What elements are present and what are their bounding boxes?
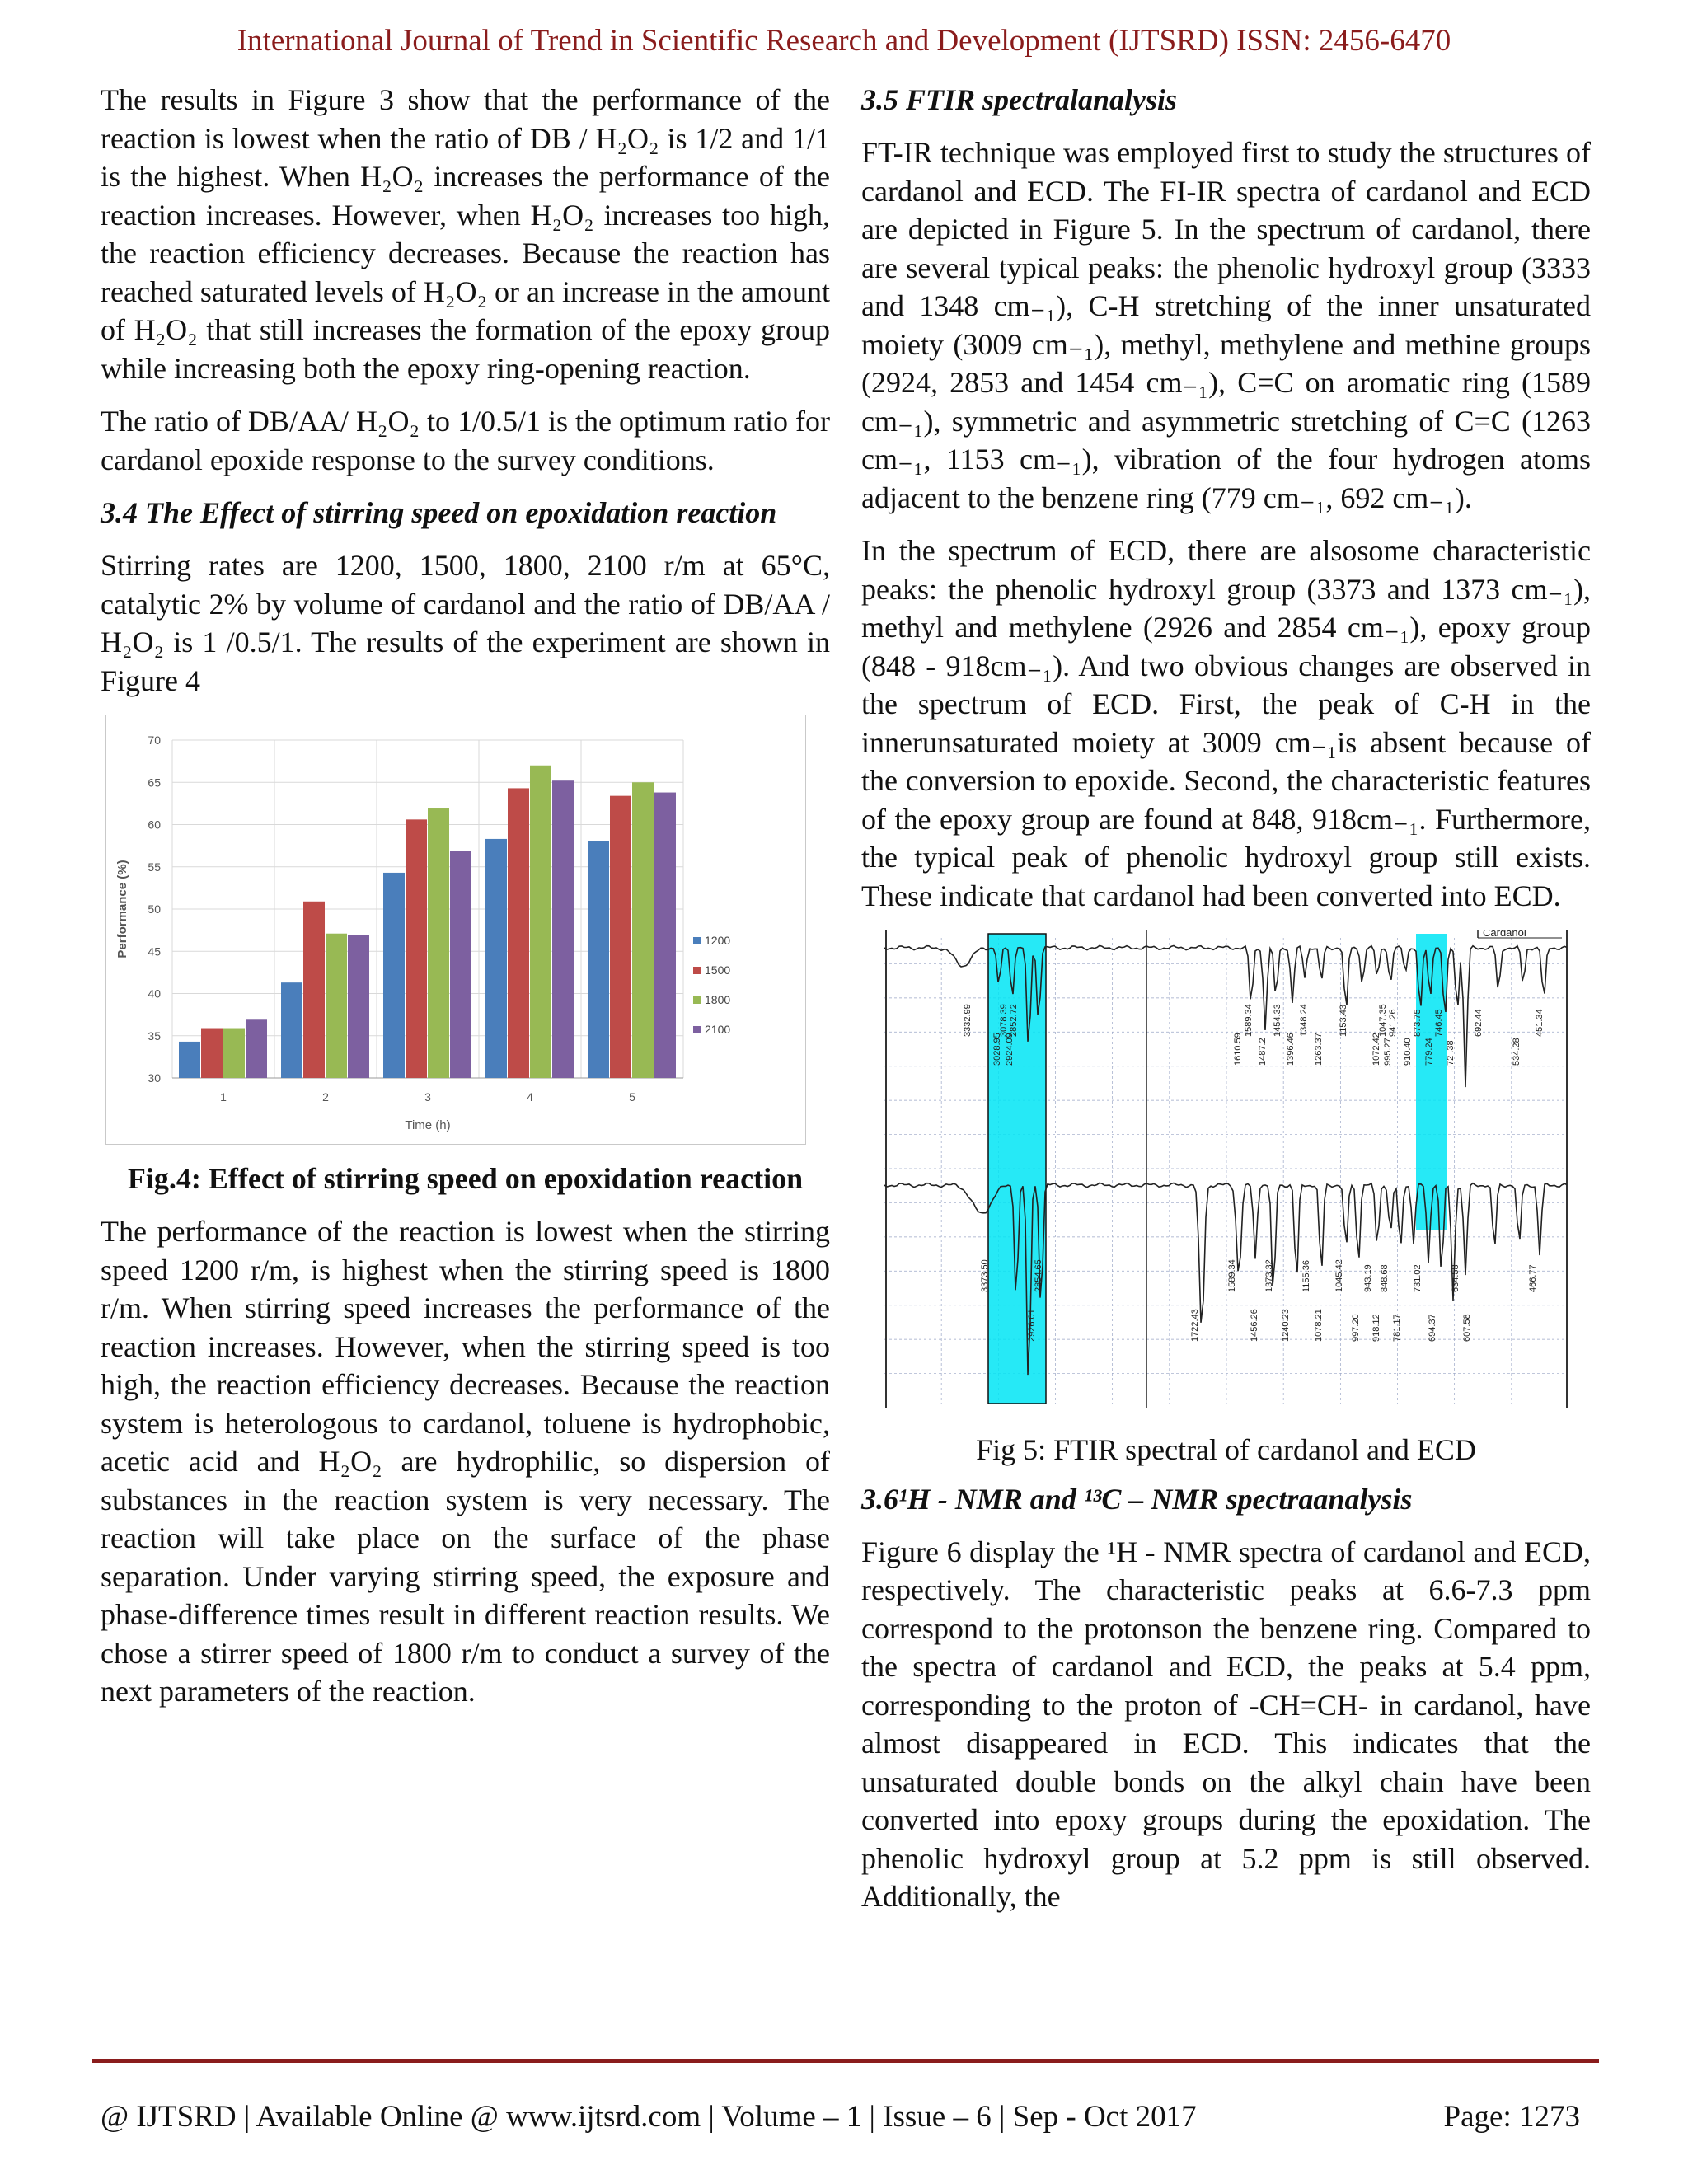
paragraph: In the spectrum of ECD, there are alsosome characteristic peaks: the phenolic hydroxyl group (3373 and 1373 cm₋₁), methyl and methylene (2926 and 2854 cm₋₁), epoxy group (848 - 918cm₋₁). And two obvious changes are observed in the spectrum of ECD. First, the peak of C-H in the innerunsaturated moiety at 3009 cm₋₁is absent because of the conversion to epoxide. Second, the characteristic features of the epoxy group are found at 848, 918cm₋₁. Furthermore, the typical peak of phenolic hydroxyl group still exists. These indicate that cardanol had been converted into ECD. bbox=[861, 534, 1591, 912]
peak-label: 1589.34 bbox=[1244, 1004, 1254, 1037]
peak-label: 995.27 bbox=[1383, 1038, 1393, 1066]
figure-4-caption: Fig.4: Effect of stirring speed on epoxidation reaction bbox=[127, 1162, 804, 1195]
paragraph: Stirring rates are 1200, 1500, 1800, 2100 r/m at 65°C, catalytic 2% by volume of cardanol and the ratio of DB/AA / H₂O₂ is 1 /0.5/1. The results of the experiment are shown in Figure 4 bbox=[101, 549, 830, 697]
peak-label: 1155.36 bbox=[1301, 1260, 1311, 1292]
y-tick-label: 70 bbox=[148, 733, 161, 747]
peak-label: 607.58 bbox=[1462, 1314, 1472, 1342]
legend-label: 2100 bbox=[705, 1023, 731, 1036]
bar bbox=[406, 819, 427, 1078]
x-tick-label: 2 bbox=[322, 1090, 329, 1104]
bar bbox=[179, 1042, 200, 1078]
peak-label: 1454.33 bbox=[1273, 1004, 1282, 1037]
footer-rule bbox=[92, 2059, 1599, 2063]
y-tick-label: 35 bbox=[148, 1029, 161, 1043]
bar bbox=[552, 780, 574, 1078]
peak-label: 2854.65 bbox=[1034, 1259, 1043, 1292]
x-tick-label: 5 bbox=[629, 1090, 635, 1104]
peak-label: 918.12 bbox=[1372, 1314, 1381, 1342]
peak-label: 1078.21 bbox=[1314, 1309, 1324, 1342]
peak-label: 2926.01 bbox=[1027, 1309, 1037, 1342]
peak-label: 1153.43 bbox=[1339, 1005, 1348, 1037]
x-axis-title: Time (h) bbox=[405, 1118, 451, 1132]
bar bbox=[654, 793, 676, 1078]
paragraph: FT-IR technique was employed first to study the structures of cardanol and ECD. The FI-IR spectra of cardanol and ECD are depicted in Figure 5. In the spectrum of cardanol, there are several typical peaks: the phenolic hydroxyl group (3333 and 1348 cm₋₁), C-H stretching of the inner unsaturated moiety (3009 cm₋₁), methyl, methylene and methine groups (2924, 2853 and 1454 cm₋₁), C=C on aromatic ring (1589 cm₋₁), symmetric and asymmetric stretching of C=C (1263 cm₋₁, 1153 cm₋₁), vibration of the four hydrogen atoms adjacent to the benzene ring (779 cm₋₁, 692 cm₋₁). bbox=[861, 136, 1591, 514]
y-tick-label: 40 bbox=[148, 987, 161, 1001]
legend-swatch bbox=[693, 996, 701, 1004]
peak-label: 3078.39 bbox=[999, 1004, 1009, 1037]
bar bbox=[348, 935, 369, 1078]
bar-chart-svg bbox=[106, 715, 805, 1144]
bar bbox=[303, 902, 325, 1078]
y-tick-label: 50 bbox=[148, 902, 161, 916]
peak-label: 1722.43 bbox=[1190, 1309, 1200, 1342]
peak-label: 1589.34 bbox=[1227, 1259, 1237, 1292]
section-heading-3-6: 3.6¹H - NMR and ¹³C – NMR spectraanalysis bbox=[861, 1482, 1413, 1516]
peak-label: 1072.42 bbox=[1372, 1033, 1381, 1066]
bar bbox=[485, 839, 507, 1078]
x-tick-label: 1 bbox=[220, 1090, 227, 1104]
right-column bbox=[861, 81, 1591, 1931]
peak-label: 692.44 bbox=[1474, 1009, 1484, 1037]
peak-label: 1373.32 bbox=[1264, 1259, 1274, 1292]
bar bbox=[610, 796, 631, 1078]
y-tick-label: 45 bbox=[148, 944, 161, 958]
bar bbox=[326, 934, 347, 1078]
bar bbox=[632, 782, 654, 1078]
peak-label: 3028.95 bbox=[992, 1033, 1002, 1066]
peak-label: 2924.09 bbox=[1005, 1033, 1015, 1066]
paragraph: The results in Figure 3 show that the performance of the reaction is lowest when the ratio of DB / H₂O₂ is 1/2 and 1/1 is the highest. When H₂O₂ increases the performance of the reaction increases. However, when H₂O₂ increases too high, the reaction efficiency decreases. Because the reaction has reached saturated levels of H₂O₂ or an increase in the amount of H₂O₂ that still increases the formation of the epoxy group while increasing both the epoxy ring-opening reaction. bbox=[101, 83, 830, 385]
peak-label: 997.20 bbox=[1351, 1314, 1361, 1342]
peak-label: 72 .38 bbox=[1446, 1040, 1456, 1066]
peak-label: 848.68 bbox=[1380, 1264, 1390, 1292]
page-footer bbox=[101, 2099, 1580, 2135]
peak-label: 2852.72 bbox=[1009, 1004, 1019, 1037]
section-heading-3-4: 3.4 The Effect of stirring speed on epoxidation reaction bbox=[101, 496, 777, 529]
legend-swatch bbox=[693, 967, 701, 974]
bar bbox=[428, 808, 449, 1078]
legend-swatch bbox=[693, 1026, 701, 1033]
peak-label: 910.40 bbox=[1403, 1038, 1413, 1066]
peak-label: 1348.24 bbox=[1299, 1004, 1309, 1037]
bar bbox=[201, 1029, 223, 1078]
peak-label: 943.19 bbox=[1363, 1264, 1373, 1292]
bar bbox=[450, 851, 471, 1078]
peak-label: 1047.35 bbox=[1378, 1004, 1388, 1037]
peak-label: 1610.59 bbox=[1233, 1033, 1243, 1066]
bar bbox=[281, 982, 302, 1078]
legend-label: 1500 bbox=[705, 963, 731, 977]
journal-header: International Journal of Trend in Scientific Research and Development (IJTSRD) ISSN: 2456-6470 bbox=[237, 24, 1451, 58]
peak-label: 1456.26 bbox=[1250, 1309, 1259, 1342]
peak-label: 746.45 bbox=[1434, 1009, 1444, 1037]
bar bbox=[383, 873, 405, 1078]
x-tick-label: 3 bbox=[424, 1090, 431, 1104]
bar bbox=[223, 1029, 245, 1078]
footer-text: @ IJTSRD | Available Online @ www.ijtsrd.com | Volume – 1 | Issue – 6 | Sep - Oct 2017 bbox=[101, 2100, 1197, 2134]
x-tick-label: 4 bbox=[527, 1090, 533, 1104]
peak-label: 451.34 bbox=[1535, 1009, 1545, 1037]
bar bbox=[588, 841, 609, 1078]
left-column bbox=[101, 81, 830, 1726]
paragraph: The ratio of DB/AA/ H₂O₂ to 1/0.5/1 is the optimum ratio for cardanol epoxide response to the survey conditions. bbox=[101, 405, 830, 476]
legend-swatch bbox=[693, 937, 701, 944]
section-heading-3-5: 3.5 FTIR spectralanalysis bbox=[861, 83, 1178, 116]
legend-label: 1800 bbox=[705, 993, 731, 1006]
peak-label: 781.17 bbox=[1392, 1314, 1402, 1342]
y-tick-label: 65 bbox=[148, 776, 161, 790]
bar bbox=[530, 766, 551, 1078]
y-axis-title: Performance (%) bbox=[115, 860, 129, 958]
legend-label: 1200 bbox=[705, 934, 731, 947]
peak-label: 941.26 bbox=[1388, 1009, 1398, 1037]
peak-label: 1045.42 bbox=[1334, 1259, 1344, 1292]
peak-label: 1396.46 bbox=[1286, 1033, 1296, 1066]
peak-label: 466.77 bbox=[1528, 1264, 1538, 1292]
peak-label: 731.02 bbox=[1413, 1264, 1423, 1292]
y-tick-label: 30 bbox=[148, 1071, 161, 1085]
bar bbox=[508, 788, 529, 1078]
peak-label: 779.24 bbox=[1424, 1038, 1434, 1066]
y-tick-label: 55 bbox=[148, 860, 161, 874]
figure-4-chart bbox=[106, 715, 806, 1145]
peak-label: 1487.2 bbox=[1258, 1038, 1268, 1066]
figure-5-ftir-spectra bbox=[884, 930, 1568, 1408]
peak-label: 3332.99 bbox=[963, 1004, 973, 1037]
peak-label: 873.75 bbox=[1413, 1009, 1423, 1037]
peak-label: 534.28 bbox=[1512, 1038, 1522, 1066]
peak-label: 634.58 bbox=[1451, 1264, 1461, 1292]
figure-5-caption: Fig 5: FTIR spectral of cardanol and ECD bbox=[976, 1432, 1476, 1466]
peak-label: 694.37 bbox=[1428, 1314, 1437, 1342]
y-tick-label: 60 bbox=[148, 818, 161, 832]
legend-label: Cardanol bbox=[1483, 930, 1526, 939]
peak-label: 1240.23 bbox=[1281, 1309, 1291, 1342]
paragraph: Figure 6 display the ¹H - NMR spectra of cardanol and ECD, respectively. The characteristic peaks at 6.6-7.3 ppm correspond to the protonson the benzene ring. Compared to the spectra of cardanol and ECD, the peaks at 5.4 ppm, corresponding to the proton of -CH=CH- in cardanol, have almost disappeared in ECD. This indicates that the unsaturated double bonds on the alkyl chain have been converted into epoxy groups during the epoxidation. The phenolic hydroxyl group at 5.2 ppm is still observed. Additionally, the bbox=[861, 1535, 1591, 1913]
bar bbox=[246, 1019, 267, 1078]
peak-label: 1263.37 bbox=[1314, 1033, 1324, 1066]
peak-label: 3373.50 bbox=[980, 1259, 990, 1292]
page-number: Page: 1273 bbox=[1443, 2100, 1580, 2134]
paragraph: The performance of the reaction is lowest when the stirring speed 1200 r/m, is highest when the stirring speed is 1800 r/m. When stirring speed increases the performance of the reaction increases. However, when the stirring speed is too high, the reaction efficiency decreases. Because the reaction system is heterologous to cardanol, toluene is hydrophobic, acetic acid and H₂O₂ are hydrophilic, so dispersion of substances in the reaction system is very necessary. The reaction will take place on the surface of the phase separation. Under varying stirring speed, the exposure and phase-difference times result in different reaction results. We chose a stirrer speed of 1800 r/m to conduct a survey of the next parameters of the reaction. bbox=[101, 1215, 830, 1708]
